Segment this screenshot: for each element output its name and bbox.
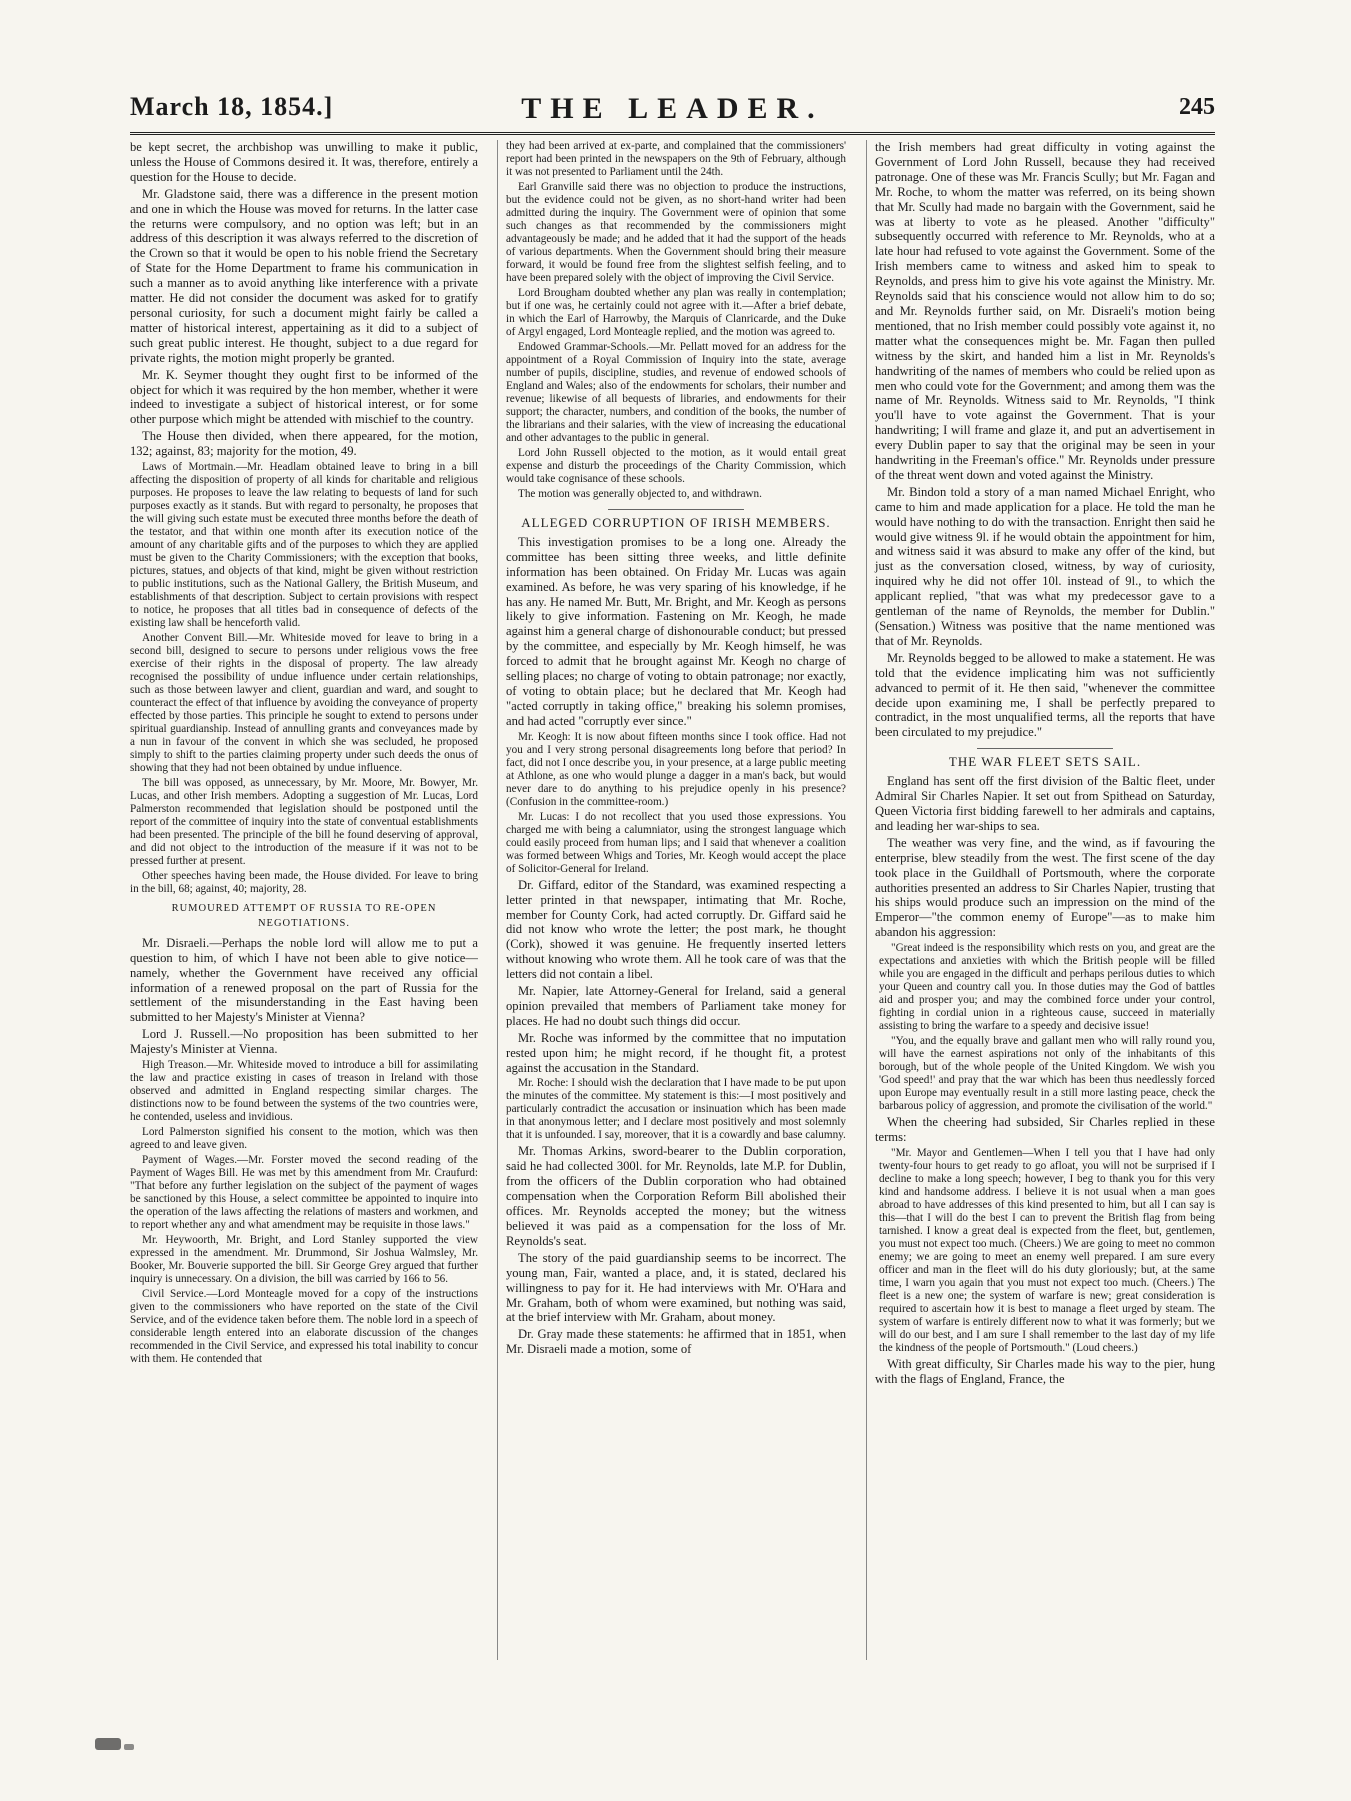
paragraph: Other speeches having been made, the House divided. For leave to bring in the bill, 68; against, 40; majority, 28.: [130, 870, 478, 896]
paragraph: Dr. Gray made these statements: he affirmed that in 1851, when Mr. Disraeli made a motion, some of: [506, 1327, 846, 1357]
paragraph: Mr. Roche was informed by the committee that no imputation rested upon him; he might record, if he thought fit, a protest against the accusation in the Standard.: [506, 1030, 846, 1075]
section-heading: RUMOURED ATTEMPT OF RUSSIA TO RE-OPEN NEGOTIATIONS.: [171, 903, 437, 929]
paragraph: Lord Palmerston signified his consent to the motion, which was then agreed to and leave given.: [130, 1126, 478, 1152]
paragraph: When the cheering had subsided, Sir Charles replied in these terms:: [875, 1115, 1215, 1145]
paragraph: The story of the paid guardianship seems to be incorrect. The young man, Fair, wanted a place, and, it is stated, declared his willingness to pay for it. He had interviews with Mr. O'Hara and Mr. Graham, both of whom were examined, but nothing was said, at the brief interview with Mr. Graham, about money.: [506, 1250, 846, 1325]
ink-smudge: [124, 1744, 134, 1750]
paragraph: Another Convent Bill.—Mr. Whiteside moved for leave to bring in a second bill, designed to secure to persons under religious vows the free exercise of their rights in the disposal of property. The law already recognised the possibility of undue influence under certain relationships, such as those between lawyer and client, guardian and ward, and sought to counteract the effect of that influence by avoiding the conveyance of property effected by those parties. This principle he sought to extend to persons under spiritual guardianship. Instead of annulling grants and conveyances made by a nun in favour of the convent in which she was secluded, he proposed simply to shift to the parties claiming property under such deeds the onus of showing that they had not been obtained by undue influence.: [130, 632, 478, 775]
paragraph: High Treason.—Mr. Whiteside moved to introduce a bill for assimilating the law and practice existing in cases of treason in Ireland with those observed and admitted in England respecting similar charges. The distinctions now to be found between the systems of the two countries were, he contended, useless and invidious.: [130, 1059, 478, 1124]
column-2: [497, 140, 846, 1660]
quoted-address: "Great indeed is the responsibility which rests on you, and great are the expectations and anxieties with which the British people will be filled while you are engaged in the difficult and perhaps perilous duties to which your Queen and country call you. In those duties may the God of battles aid and prosper you; and may the combined force under your control, fighting in cordial union in a righteous cause, succeed in materially assisting to bring the warfare to a speedy and decisive issue!: [879, 942, 1215, 1033]
page-number: 245: [1179, 94, 1215, 120]
masthead: [130, 92, 1215, 135]
column-1: [130, 140, 478, 1660]
paragraph: Mr. Thomas Arkins, sword-bearer to the Dublin corporation, said he had collected 300l. for Mr. Reynolds, late M.P. for Dublin, from the officers of the Dublin corporation who had obtained compensation when the Corporation Reform Bill abolished their offices. Mr. Reynolds accepted the money; but the witness believed it was paid as a compensation for the loss of Mr. Reynolds's seat.: [506, 1144, 846, 1248]
paragraph: The weather was very fine, and the wind, as if favouring the enterprise, blew steadily from the west. The first scene of the day took place in the Guildhall of Portsmouth, where the corporate authorities presented an address to Sir Charles Napier, trusting that his ships would produce such an impression on the mind of the Emperor—"the common enemy of Europe"—as to make him abandon his aggression:: [875, 835, 1215, 940]
paragraph: Mr. K. Seymer thought they ought first to be informed of the object for which it was required by the hon member, whether it were indeed to investigate a subject of historical interest, or for some other purpose which might be attended with mischief to the country.: [130, 367, 478, 427]
paragraph: Civil Service.—Lord Monteagle moved for a copy of the instructions given to the commissioners who have reported on the state of the Civil Service, and of the evidence taken before them. The noble lord in a speech of considerable length entered into an elaborate discussion of the changes recommended in the Civil Service, and expressed his total inability to concur with them. He contended that: [130, 1288, 478, 1366]
newspaper-title: THE LEADER.: [521, 92, 824, 125]
paragraph: Lord J. Russell.—No proposition has been submitted to her Majesty's Minister at Vienna.: [130, 1027, 478, 1057]
paragraph: the Irish members had great difficulty in voting against the Government of Lord John Russell, because they had received patronage. One of these was Mr. Francis Scully; but Mr. Fagan and Mr. Roche, to whom the matter was referred, on its being shown that Mr. Scully had made no bargain with the Government, said he was at liberty to vote as he pleased. Another "difficulty" subsequently occurred with reference to Mr. Reynolds, who at a late hour had refused to vote against the Government. Some of the Irish members came to witness and asked him to speak to Reynolds, and press him to give his vote against the Ministry. Mr. Reynolds said that his conscience would not allow him to do so; and Mr. Reynolds further said, on Mr. Disraeli's motion being mentioned, that no Irish member could possibly vote against it, no matter what the consequences might be. Mr. Fagan then pulled witness by the skirt, and handed him a list in Mr. Reynolds's handwriting of the names of members who could be relied upon as men who could vote for the Government; and among them was the name of Mr. Reynolds. Witness said to Mr. Reynolds, "I think you'll have to vote against the Government. That is your handwriting; I will frame and glaze it, and put an advertisement in every Dublin paper to say that the original may be seen in your handwriting in the Freeman's office." Mr. Reynolds under pressure of the threat went down and voted against the Ministry.: [875, 140, 1215, 482]
paragraph: Mr. Keogh: It is now about fifteen months since I took office. Had not you and I very strong personal disagreements long before that period? In fact, did not I once describe you, in your presence, at a large public meeting at Athlone, as one who would plunge a dagger in a man's back, but would never dare to do anything to his prejudice openly in his presence? (Confusion in the committee-room.): [506, 730, 846, 808]
paragraph: With great difficulty, Sir Charles made his way to the pier, hung with the flags of England, France, the: [875, 1356, 1215, 1386]
paragraph: This investigation promises to be a long one. Already the committee has been sitting three weeks, and little definite information has been obtained. On Friday Mr. Lucas was again examined. As before, he was very sparing of his knowledge, if he has any. He named Mr. Butt, Mr. Bright, and Mr. Keogh as persons likely to give information. Fastening on Mr. Keogh, he made against him a general charge of dishonourable conduct; but pressed by the committee, and especially by Mr. Keogh himself, he was forced to admit that he brought against Mr. Keogh no charge of selling places; no charge of voting to obtain patronage; nor exactly, of voting to obtain place; but he declared that Mr. Keogh had "acted corruptly in taking office," breaking his solemn promises, and had acted "corruptly ever since.": [506, 534, 846, 728]
paragraph: Mr. Reynolds begged to be allowed to make a statement. He was told that the evidence implicating him was not sufficiently advanced to permit of it. He then said, "whenever the committee decide upon examining me, I shall be perfectly prepared to contradict, in the most unqualified terms, all the reports that have been circulated to my prejudice.": [875, 650, 1215, 740]
paragraph: they had been arrived at ex-parte, and complained that the commissioners' report had been printed in the newspapers on the 9th of February, although it was not presented to Parliament until the 24th.: [506, 140, 846, 178]
section-heading: ALLEGED CORRUPTION OF IRISH MEMBERS.: [521, 515, 831, 530]
paragraph: Mr. Heywoorth, Mr. Bright, and Lord Stanley supported the view expressed in the amendment. Mr. Drummond, Sir Joshua Walmsley, Mr. Booker, Mr. Bouverie supported the bill. Sir George Grey argued that further inquiry is unnecessary. On a division, the bill was carried by 166 to 56.: [130, 1234, 478, 1286]
section-divider: [608, 509, 744, 510]
issue-date: March 18, 1854.]: [130, 92, 334, 121]
paragraph: Mr. Roche: I should wish the declaration that I have made to be put upon the minutes of the committee. My statement is this:—I most positively and particularly contradict the accusation or insinuation which has been made in that anonymous letter; and I declare most positively and most solemnly that it is unfounded. I say, moreover, that it is a cowardly and base calumny.: [506, 1077, 846, 1142]
paragraph: England has sent off the first division of the Baltic fleet, under Admiral Sir Charles Napier. It set out from Spithead on Saturday, Queen Victoria first bidding farewell to her admirals and captains, and leading her war-ships to sea.: [875, 774, 1215, 833]
paragraph: Lord Brougham doubted whether any plan was really in contemplation; but if one was, he certainly could not agree with it.—After a brief debate, in which the Earl of Harrowby, the Marquis of Clanricarde, and the Duke of Argyl engaged, Lord Monteagle replied, and the motion was agreed to.: [506, 287, 846, 338]
paragraph: Earl Granville said there was no objection to produce the instructions, but the evidence could not be given, as no short-hand writer had been admitted during the inquiry. The Government were of opinion that some such changes as that recommended by the commissioners might advantageously be made; and he added that it had the support of the heads of various departments. When the Government should bring their measure forward, it would be found free from the slightest selfish feeling, and to have been prepared solely with the object of improving the Civil Service.: [506, 181, 846, 284]
paragraph: Mr. Bindon told a story of a man named Michael Enright, who came to him and made application for a place. He told the man he would have nothing to do with the transaction. Enright then said he would give witness 9l. if he would obtain the appointment for him, and witness said it was absurd to make any offer of the kind, but just as the conversation closed, witness, by way of curiosity, inquired why he did not offer 10l. instead of 9l., to which the applicant replied, "that was what my predecessor gave to a gentleman of the name of Reynolds, the member for Dublin." (Sensation.) Witness was positive that the name mentioned was that of Mr. Reynolds.: [875, 484, 1215, 648]
paragraph: Mr. Lucas: I do not recollect that you used those expressions. You charged me with being a calumniator, using the strongest language which could easily proceed from human lips; and I said that whenever a coalition was formed between Whigs and Tories, Mr. Keogh would accept the place of Solicitor-General for Ireland.: [506, 810, 846, 875]
paragraph: The motion was generally objected to, and withdrawn.: [518, 488, 762, 500]
paragraph: Endowed Grammar-Schools.—Mr. Pellatt moved for an address for the appointment of a Royal Commission of Inquiry into the state, average number of pupils, discipline, studies, and revenue of endowed schools of England and Wales; also of the endowments for scholars, their number and revenue; likewise of all bequests of libraries, and endowments for their support; the character, numbers, and condition of the books, the number of the librarians and their salaries, with the view of increasing the educational and other advantages to the public in general.: [506, 341, 846, 444]
paragraph: be kept secret, the archbishop was unwilling to make it public, unless the House of Commons desired it. It was, therefore, entirely a question for the House to decide.: [130, 140, 478, 184]
paragraph: Mr. Napier, late Attorney-General for Ireland, said a general opinion prevailed that members of Parliament take money for places. He had no doubt such things did occur.: [506, 984, 846, 1028]
paragraph: Mr. Gladstone said, there was a difference in the present motion and one in which the House was moved for returns. In the latter case the returns were compulsory, and no option was left; but in an address of this description it was always referred to the discretion of the Crown so that it would be open to his noble friend the Secretary of State for the Home Department to frame his communication in such a manner as to avoid anything like interference with a private matter. He did not consider the document was asked for to gratify personal curiosity, for such a document might fairly be called a matter of historical interest, appertaining as it did to a subject of such great public interest. He thought, subject to a due regard for private rights, the motion might properly be granted.: [130, 186, 478, 365]
paragraph: The House then divided, when there appeared, for the motion, 132; against, 83; majority for the motion, 49.: [130, 429, 478, 459]
ink-smudge: [95, 1738, 121, 1750]
section-heading: THE WAR FLEET SETS SAIL.: [948, 754, 1142, 770]
paragraph: Dr. Giffard, editor of the Standard, was examined respecting a letter printed in that newspaper, intimating that Mr. Roche, member for County Cork, had acted corruptly. Dr. Giffard said he did not know who wrote the letter; the post mark, he thought (Cork), showed it was genuine. He frequently inserted letters without knowing who wrote them. All he took care of was that the letters did not contain a libel.: [506, 877, 846, 982]
section-divider: [977, 748, 1113, 749]
quoted-address: "You, and the equally brave and gallant men who will rally round you, will have the earnest aspirations not only of the inhabitants of this borough, but of the whole people of the United Kingdom. We wish you 'God speed!' and pray that the war which has been thus needlessly forced upon Europe may eventually result in a still more lasting peace, check the barbarous policy of aggression, and promote the civilisation of the world.": [879, 1035, 1215, 1113]
paragraph: Payment of Wages.—Mr. Forster moved the second reading of the Payment of Wages Bill. He was met by this amendment from Mr. Craufurd: "That before any further legislation on the subject of the payment of wages be sanctioned by this House, a select committee be appointed to inquire into the operation of the laws affecting the relations of masters and workmen, and to report whether any and what amendment may be requisite in those laws.": [130, 1154, 478, 1232]
paragraph: Laws of Mortmain.—Mr. Headlam obtained leave to bring in a bill affecting the disposition of property of all kinds for charitable and religious purposes. He proposes to leave the law relating to bequests of land for such purposes exactly as it stands. But with regard to personalty, he proposes that the will giving such estate must be executed three months before the death of the testator, and that within one month after its execution notice of the amount of any charitable gifts and of the purposes to which they are applied must be given to the Charity Commissioners; with the exception that books, pictures, statues, and objects of that kind, might be given without restriction to public institutions, such as the National Gallery, the British Museum, and establishments of that description. Subject to certain provisions with respect to notice, he proposes that all titles bad in consequence of defects of the existing law shall be henceforth valid.: [130, 461, 478, 630]
quoted-speech: "Mr. Mayor and Gentlemen—When I tell you that I have had only twenty-four hours to get ready to go afloat, you will not be surprised if I decline to make a long speech; however, I beg to thank you for this very kind and handsome address. I believe it is not usual when a man goes abroad to have addresses of this kind presented to him, but all I can say is this—that I will do the best I can to prevent the British flag from being tarnished. I know a great deal is expected from the fleet, but, gentlemen, you must not expect too much. (Cheers.) We are going to meet no common enemy; we are going to meet an enemy well prepared. I am sure every officer and man in the fleet will do his duty gloriously; but, at the same time, I warn you again that you must not expect too much. (Cheers.) The fleet is a new one; the system of warfare is new; great consideration is required to ascertain how it is best to manage a fleet urged by steam. The system of warfare is entirely different now to what it was formerly; but we will do our best, and I am sure I shall remember to the last day of my life the kindness of the people of Portsmouth." (Loud cheers.): [879, 1146, 1215, 1354]
paragraph: Mr. Disraeli.—Perhaps the noble lord will allow me to put a question to him, of which I have not been able to give notice—namely, whether the Government have received any official information of a renewed proposal on the part of Russia for the settlement of the misunderstanding in the East having been submitted to her Majesty's Minister at Vienna?: [130, 935, 478, 1025]
paragraph: Lord John Russell objected to the motion, as it would entail great expense and disturb the proceedings of the Charity Commission, which would take cognisance of these schools.: [506, 447, 846, 485]
column-3: [866, 140, 1215, 1660]
paragraph: The bill was opposed, as unnecessary, by Mr. Moore, Mr. Bowyer, Mr. Lucas, and other Irish members. Adopting a suggestion of Mr. Lucas, Lord Palmerston recommended that legislation should be postponed until the report of the committee of inquiry into the state of conventual establishments had been presented. The principle of the bill he found deserving of approval, and did not object to the introduction of the measure if it was not to be pressed further at present.: [130, 777, 478, 868]
